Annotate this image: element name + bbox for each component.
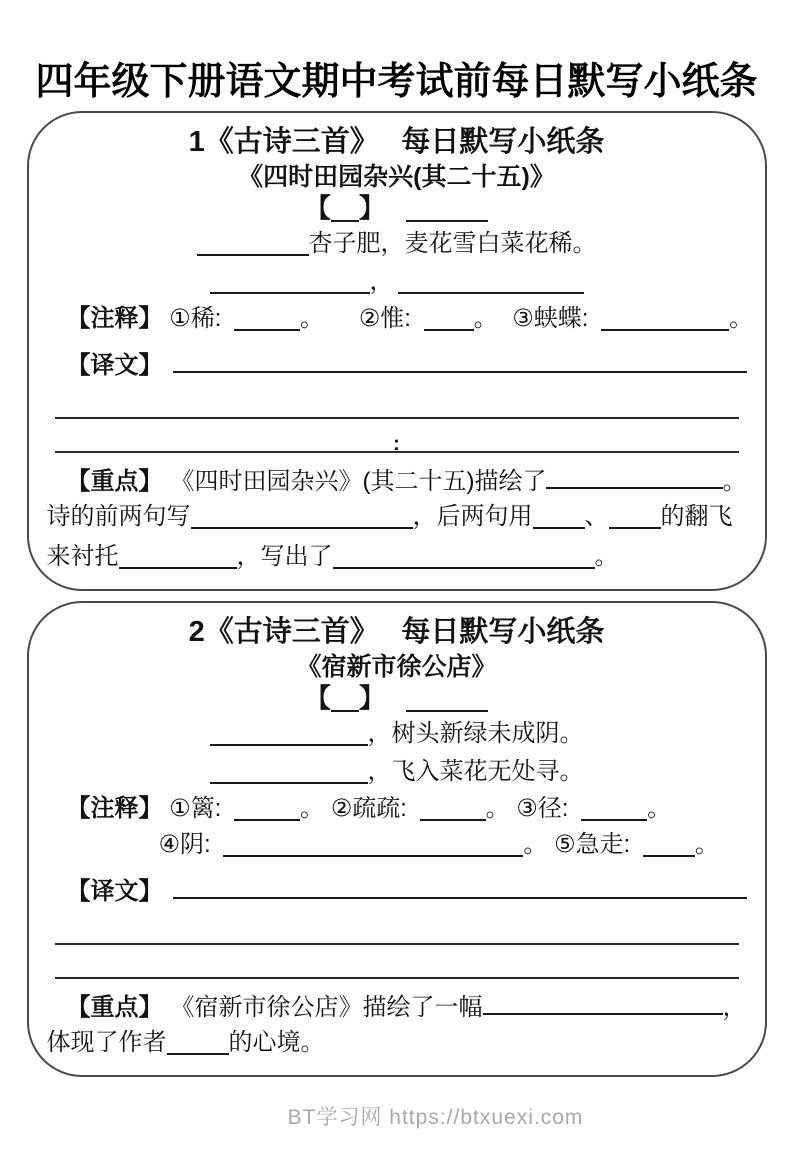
blank-verse bbox=[210, 782, 368, 784]
card1-poem-title: 《四时田园杂兴(其二十五)》 bbox=[238, 163, 555, 191]
blank-note bbox=[581, 819, 647, 821]
note-term: ①篱: bbox=[169, 795, 222, 822]
card1-author-line bbox=[47, 193, 747, 225]
blank-verse bbox=[210, 744, 368, 746]
key-text: 体现了作者 bbox=[46, 1029, 167, 1056]
verse-text: 杏子肥，麦花雪白菜花稀。 bbox=[308, 230, 597, 257]
note-period: 。 bbox=[485, 795, 510, 822]
key-comma: ， bbox=[722, 994, 747, 1021]
bracket-close: 】 bbox=[358, 193, 385, 223]
blank-author bbox=[406, 220, 488, 222]
blank-key bbox=[119, 567, 237, 569]
blank-note bbox=[223, 855, 523, 857]
blank-key bbox=[609, 527, 661, 529]
card1-header: 1《古诗三首》 每日默写小纸条 bbox=[188, 126, 605, 158]
blank-author bbox=[406, 710, 488, 712]
card2-verse-line-2 bbox=[47, 753, 747, 791]
key-period: 。 bbox=[722, 468, 747, 495]
notes-label: 【注释】 bbox=[66, 795, 163, 822]
note-period: 。 bbox=[729, 305, 754, 332]
bracket-open: 【 bbox=[304, 193, 331, 223]
key-text: ，写出了 bbox=[236, 543, 333, 570]
bracket-open: 【 bbox=[304, 683, 331, 713]
blank-key bbox=[483, 1013, 723, 1015]
card1-notes-line bbox=[47, 301, 754, 337]
card1-key-line-2 bbox=[47, 497, 747, 537]
note-period: 。 bbox=[300, 305, 325, 332]
note-term: ②疏疏: bbox=[330, 795, 407, 822]
blank-key bbox=[333, 567, 595, 569]
card2-header: 2《古诗三首》 每日默写小纸条 bbox=[188, 616, 605, 648]
blank-note bbox=[234, 819, 300, 821]
blank-note bbox=[420, 819, 486, 821]
note-term: ②惟: bbox=[358, 305, 411, 332]
site-watermark: BT学习网 https://btxuexi.com bbox=[287, 1106, 584, 1129]
ruled-line-with-colon bbox=[55, 419, 739, 453]
blank-note bbox=[424, 329, 474, 331]
verse-comma: ， bbox=[367, 758, 392, 785]
verse-comma: ， bbox=[367, 720, 392, 747]
blank-translation bbox=[173, 897, 747, 899]
card2-key-line-2 bbox=[47, 1023, 747, 1063]
card2-notes-line-1 bbox=[47, 791, 747, 827]
card1-key-line-1 bbox=[47, 453, 747, 497]
key-text: 来衬托 bbox=[46, 543, 119, 570]
ruled-line bbox=[55, 907, 739, 945]
note-period: 。 bbox=[300, 795, 325, 822]
card2-author-line bbox=[47, 683, 747, 715]
note-period: 。 bbox=[473, 305, 498, 332]
notes-label: 【注释】 bbox=[66, 305, 163, 332]
blank-note bbox=[601, 329, 729, 331]
key-label: 【重点】 bbox=[66, 994, 163, 1021]
key-text: 的心境。 bbox=[228, 1029, 325, 1056]
blank-note bbox=[643, 855, 695, 857]
worksheet-card-2 bbox=[27, 601, 767, 1077]
blank-verse bbox=[197, 254, 309, 256]
blank-key bbox=[546, 487, 722, 489]
verse-text: 树头新绿未成阴。 bbox=[391, 720, 584, 747]
blank-translation bbox=[173, 371, 747, 373]
note-term: ①稀: bbox=[169, 305, 222, 332]
note-period: 。 bbox=[523, 831, 548, 858]
blank-verse bbox=[210, 292, 370, 294]
card2-verse-line-1 bbox=[47, 715, 747, 753]
verse-comma: ， bbox=[369, 268, 394, 295]
mid-colon: : bbox=[393, 433, 400, 455]
card2-key-line-1 bbox=[47, 979, 747, 1023]
key-text: 《四时田园杂兴》(其二十五)描绘了 bbox=[170, 468, 547, 495]
note-term: ③蛱蝶: bbox=[512, 305, 589, 332]
bracket-close: 】 bbox=[358, 683, 385, 713]
note-term: ③径: bbox=[516, 795, 569, 822]
card2-poem-title: 《宿新市徐公店》 bbox=[296, 653, 497, 681]
ruled-line bbox=[55, 945, 739, 979]
key-text: 《宿新市徐公店》描绘了一幅 bbox=[170, 994, 483, 1021]
note-period: 。 bbox=[694, 831, 719, 858]
key-period: 。 bbox=[594, 543, 619, 570]
blank-key bbox=[533, 527, 585, 529]
card2-translation-line bbox=[47, 863, 747, 907]
worksheet-card-1 bbox=[27, 111, 767, 591]
blank-note bbox=[234, 329, 300, 331]
key-text: 的翻飞 bbox=[660, 503, 733, 530]
translation-label: 【译文】 bbox=[66, 352, 163, 379]
blank-verse bbox=[398, 292, 584, 294]
card1-verse-line-2 bbox=[47, 263, 747, 301]
ruled-line bbox=[55, 381, 739, 419]
blank-dynasty bbox=[331, 220, 359, 222]
blank-dynasty bbox=[331, 710, 359, 712]
note-term: ⑤急走: bbox=[554, 831, 631, 858]
card1-translation-line bbox=[47, 337, 747, 381]
key-text: 、 bbox=[584, 503, 609, 530]
key-text: 诗的前两句写 bbox=[46, 503, 191, 530]
note-period: 。 bbox=[647, 795, 672, 822]
note-term: ④阴: bbox=[158, 831, 211, 858]
blank-key bbox=[191, 527, 413, 529]
blank-key bbox=[167, 1053, 229, 1055]
key-label: 【重点】 bbox=[66, 468, 163, 495]
card1-verse-line-1 bbox=[47, 225, 747, 263]
translation-label: 【译文】 bbox=[66, 878, 163, 905]
verse-text: 飞入菜花无处寻。 bbox=[391, 758, 584, 785]
key-text: ，后两句用 bbox=[412, 503, 533, 530]
card1-key-line-3 bbox=[47, 537, 747, 577]
card2-notes-line-2 bbox=[47, 827, 747, 863]
page-title: 四年级下册语文期中考试前每日默写小纸条 bbox=[35, 61, 758, 103]
